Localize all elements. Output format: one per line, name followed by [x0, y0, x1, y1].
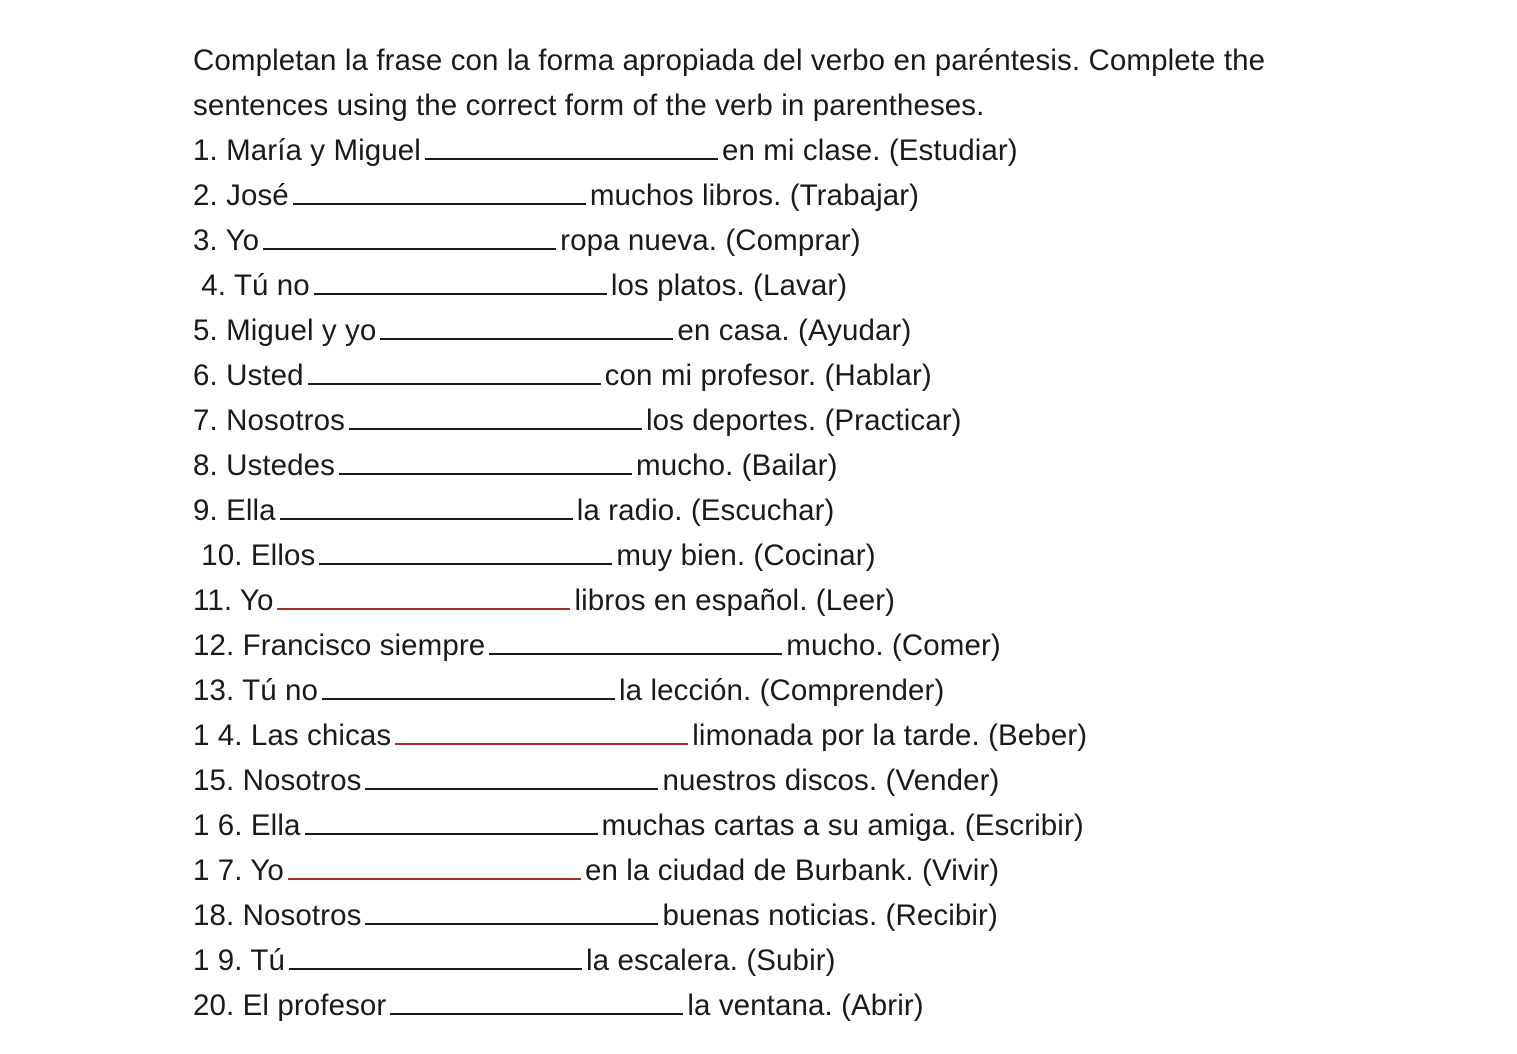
exercise-item [193, 758, 1493, 803]
worksheet [193, 38, 1493, 1028]
exercise-prompt: 13. Tú no [193, 674, 319, 707]
exercise-prompt: 4. Tú no [201, 269, 310, 302]
answer-blank[interactable] [390, 987, 683, 1015]
exercise-prompt: 5. Miguel y yo [193, 314, 377, 347]
exercise-item [193, 713, 1493, 758]
exercise-item [193, 443, 1493, 488]
exercise-prompt: 10. Ellos [201, 539, 316, 572]
answer-blank[interactable] [395, 717, 688, 745]
answer-blank[interactable] [293, 177, 586, 205]
answer-blank[interactable] [365, 897, 658, 925]
exercise-completion: los platos. (Lavar) [610, 269, 848, 302]
exercise-completion: limonada por la tarde. (Beber) [692, 719, 1088, 752]
exercise-prompt: 15. Nosotros [193, 764, 362, 797]
exercise-prompt: 18. Nosotros [193, 899, 362, 932]
exercise-item [193, 803, 1493, 848]
exercise-completion: nuestros discos. (Vender) [662, 764, 1000, 797]
exercise-prompt: 3. Yo [193, 224, 260, 257]
exercise-prompt: 9. Ella [193, 494, 276, 527]
exercise-completion: la ventana. (Abrir) [687, 989, 924, 1022]
exercise-prompt: 12. Francisco siempre [193, 629, 486, 662]
answer-blank[interactable] [319, 537, 612, 565]
answer-blank[interactable] [365, 762, 658, 790]
exercise-completion: en la ciudad de Burbank. (Vivir) [584, 854, 1000, 887]
exercise-completion: ropa nueva. (Comprar) [560, 224, 861, 257]
exercise-item [193, 578, 1493, 623]
exercise-item [193, 623, 1493, 668]
exercise-item [193, 398, 1493, 443]
answer-blank[interactable] [308, 357, 601, 385]
answer-blank[interactable] [280, 492, 573, 520]
exercise-prompt: 1 9. Tú [193, 944, 285, 977]
exercise-item [193, 353, 1493, 398]
answer-blank[interactable] [322, 672, 615, 700]
exercise-completion: mucho. (Comer) [786, 629, 1001, 662]
exercise-prompt: 1 6. Ella [193, 809, 301, 842]
instructions-line-2: sentences using the correct form of the verb in parentheses. [193, 89, 985, 122]
exercise-item [193, 308, 1493, 353]
answer-blank[interactable] [288, 852, 581, 880]
answer-blank[interactable] [263, 222, 556, 250]
exercise-prompt: 6. Usted [193, 359, 304, 392]
exercise-completion: muy bien. (Cocinar) [616, 539, 876, 572]
exercise-completion: en casa. (Ayudar) [677, 314, 912, 347]
exercise-prompt: 1. María y Miguel [193, 134, 421, 167]
answer-blank[interactable] [380, 312, 673, 340]
exercise-item [193, 533, 1493, 578]
exercise-completion: mucho. (Bailar) [636, 449, 838, 482]
exercise-item [193, 128, 1493, 173]
answer-blank[interactable] [289, 942, 582, 970]
exercise-completion: los deportes. (Practicar) [645, 404, 962, 437]
exercise-completion: buenas noticias. (Recibir) [662, 899, 998, 932]
answer-blank[interactable] [425, 132, 718, 160]
exercise-item [193, 668, 1493, 713]
answer-blank[interactable] [277, 582, 570, 610]
exercise-prompt: 11. Yo [193, 584, 274, 617]
exercise-completion: la radio. (Escuchar) [576, 494, 835, 527]
exercise-item [193, 488, 1493, 533]
answer-blank[interactable] [349, 402, 642, 430]
exercise-item [193, 983, 1493, 1028]
exercise-completion: muchos libros. (Trabajar) [589, 179, 920, 212]
exercise-prompt: 2. José [193, 179, 289, 212]
exercise-prompt: 1 7. Yo [193, 854, 284, 887]
exercise-completion: libros en español. (Leer) [574, 584, 896, 617]
answer-blank[interactable] [489, 627, 782, 655]
exercise-item [193, 893, 1493, 938]
answer-blank[interactable] [339, 447, 632, 475]
exercise-completion: con mi profesor. (Hablar) [604, 359, 932, 392]
exercise-completion: muchas cartas a su amiga. (Escribir) [601, 809, 1084, 842]
exercise-completion: en mi clase. (Estudiar) [721, 134, 1018, 167]
exercise-prompt: 1 4. Las chicas [193, 719, 392, 752]
instructions-line-1: Completan la frase con la forma apropiada del verbo en paréntesis. Complete the [193, 44, 1266, 77]
exercise-prompt: 7. Nosotros [193, 404, 345, 437]
exercise-item [193, 173, 1493, 218]
exercise-completion: la lección. (Comprender) [619, 674, 945, 707]
exercise-prompt: 20. El profesor [193, 989, 387, 1022]
exercise-completion: la escalera. (Subir) [586, 944, 836, 977]
exercise-item [193, 218, 1493, 263]
exercise-item [193, 848, 1493, 893]
answer-blank[interactable] [314, 267, 607, 295]
exercise-prompt: 8. Ustedes [193, 449, 336, 482]
exercise-item [193, 938, 1493, 983]
answer-blank[interactable] [305, 807, 598, 835]
exercise-list [193, 128, 1493, 1028]
exercise-item [193, 263, 1493, 308]
